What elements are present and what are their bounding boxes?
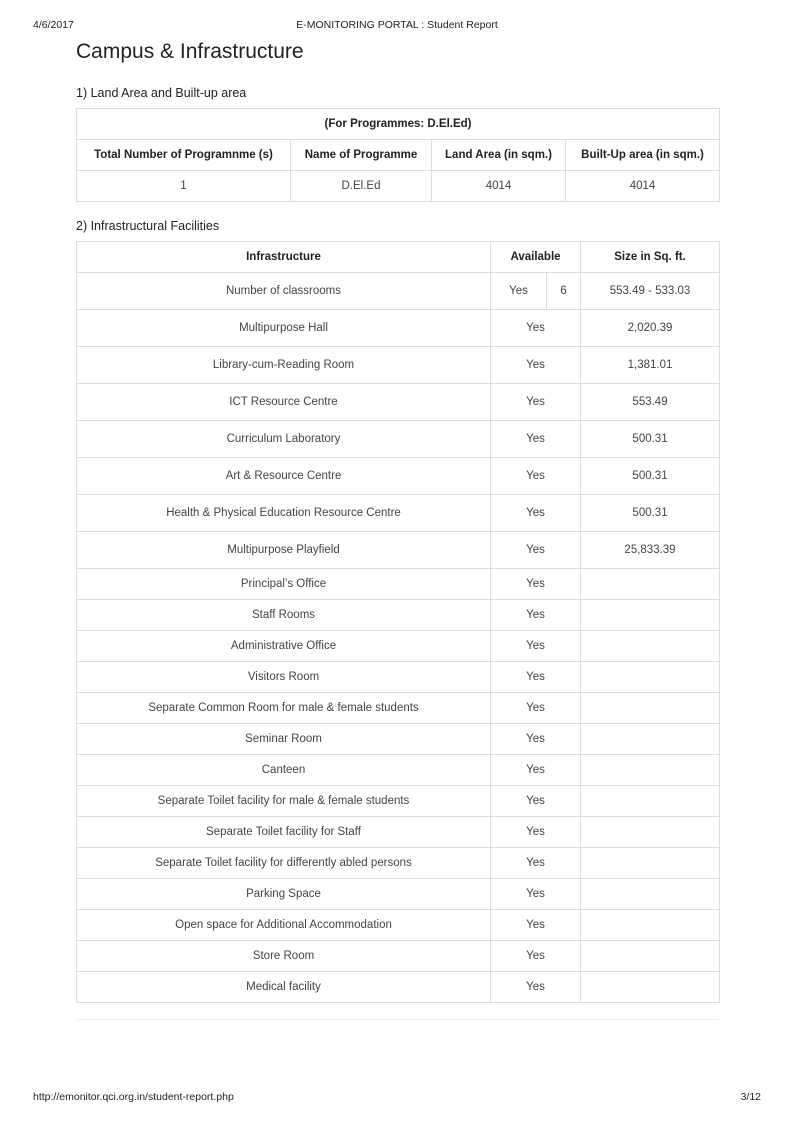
cell-available: Yes — [491, 273, 547, 310]
cell-infrastructure-name: Medical facility — [77, 972, 491, 1003]
table-header-row — [77, 140, 720, 171]
cell-available: Yes — [491, 495, 581, 532]
cell-infrastructure-name: Separate Common Room for male & female students — [77, 693, 491, 724]
cell-total-programmes: 1 — [77, 171, 291, 202]
table-row — [77, 693, 720, 724]
cell-size — [581, 972, 720, 1003]
cell-size — [581, 910, 720, 941]
table-row — [77, 532, 720, 569]
cell-available: Yes — [491, 972, 581, 1003]
cell-size: 553.49 - 533.03 — [581, 273, 720, 310]
cell-available: Yes — [491, 458, 581, 495]
cell-infrastructure-name: Seminar Room — [77, 724, 491, 755]
cell-available: Yes — [491, 693, 581, 724]
cell-infrastructure-name: Store Room — [77, 941, 491, 972]
table-row — [77, 569, 720, 600]
programmes-caption: (For Programmes: D.El.Ed) — [77, 109, 720, 140]
cell-available: Yes — [491, 347, 581, 384]
cell-infrastructure-name: Library-cum-Reading Room — [77, 347, 491, 384]
cell-size: 2,020.39 — [581, 310, 720, 347]
cell-infrastructure-name: Parking Space — [77, 879, 491, 910]
print-title: E-MONITORING PORTAL : Student Report — [296, 19, 498, 31]
cell-size: 500.31 — [581, 458, 720, 495]
table-row — [77, 458, 720, 495]
cell-infrastructure-name: Art & Resource Centre — [77, 458, 491, 495]
cell-infrastructure-name: Open space for Additional Accommodation — [77, 910, 491, 941]
cell-available: Yes — [491, 310, 581, 347]
cell-infrastructure-name: Curriculum Laboratory — [77, 421, 491, 458]
cell-size — [581, 631, 720, 662]
cell-available: Yes — [491, 910, 581, 941]
cell-infrastructure-name: Principal’s Office — [77, 569, 491, 600]
table-row — [77, 848, 720, 879]
cell-size: 553.49 — [581, 384, 720, 421]
cell-available: Yes — [491, 569, 581, 600]
cell-programme-name: D.El.Ed — [291, 171, 432, 202]
table-row — [77, 421, 720, 458]
cell-available: Yes — [491, 662, 581, 693]
cell-size: 500.31 — [581, 495, 720, 532]
cell-infrastructure-name: Multipurpose Hall — [77, 310, 491, 347]
cell-infrastructure-name: Administrative Office — [77, 631, 491, 662]
cell-available: Yes — [491, 879, 581, 910]
col-header-infrastructure: Infrastructure — [77, 242, 491, 273]
table-row — [77, 631, 720, 662]
print-url: http://emonitor.qci.org.in/student-report.php — [33, 1091, 234, 1103]
table-row — [77, 347, 720, 384]
col-header-builtup-area: Built-Up area (in sqm.) — [566, 140, 720, 171]
table-row — [77, 310, 720, 347]
cell-infrastructure-name: Health & Physical Education Resource Centre — [77, 495, 491, 532]
divider — [76, 1019, 719, 1020]
col-header-programme-name: Name of Programme — [291, 140, 432, 171]
table-row — [77, 879, 720, 910]
cell-infrastructure-name: Canteen — [77, 755, 491, 786]
print-header — [33, 19, 761, 33]
table-header-row — [77, 242, 720, 273]
cell-infrastructure-name: Multipurpose Playfield — [77, 532, 491, 569]
infrastructure-table — [76, 241, 720, 1003]
table-row — [77, 972, 720, 1003]
cell-size — [581, 879, 720, 910]
table-caption-row — [77, 109, 720, 140]
land-area-table — [76, 108, 720, 202]
cell-available: Yes — [491, 600, 581, 631]
cell-builtup-area: 4014 — [566, 171, 720, 202]
col-header-total-programmes: Total Number of Programnme (s) — [77, 140, 291, 171]
table-row — [77, 786, 720, 817]
print-footer — [33, 1091, 761, 1105]
table-row — [77, 171, 720, 202]
cell-available: Yes — [491, 421, 581, 458]
cell-available: Yes — [491, 532, 581, 569]
table-row — [77, 384, 720, 421]
cell-available: Yes — [491, 755, 581, 786]
col-header-size: Size in Sq. ft. — [581, 242, 720, 273]
page-title: Campus & Infrastructure — [76, 40, 304, 63]
table-row — [77, 910, 720, 941]
cell-size: 500.31 — [581, 421, 720, 458]
section-land-title: 1) Land Area and Built-up area — [76, 86, 247, 100]
cell-available: Yes — [491, 848, 581, 879]
cell-classroom-count: 6 — [547, 273, 581, 310]
cell-size — [581, 662, 720, 693]
cell-infrastructure-name: Separate Toilet facility for male & female students — [77, 786, 491, 817]
table-row — [77, 600, 720, 631]
cell-size — [581, 786, 720, 817]
cell-size — [581, 569, 720, 600]
page-number: 3/12 — [740, 1091, 761, 1103]
col-header-land-area: Land Area (in sqm.) — [432, 140, 566, 171]
cell-size — [581, 693, 720, 724]
cell-size — [581, 755, 720, 786]
col-header-available: Available — [491, 242, 581, 273]
section-infra-title: 2) Infrastructural Facilities — [76, 219, 220, 233]
table-row — [77, 755, 720, 786]
cell-size: 1,381.01 — [581, 347, 720, 384]
table-row — [77, 817, 720, 848]
table-row — [77, 662, 720, 693]
cell-size — [581, 848, 720, 879]
table-row-classrooms — [77, 273, 720, 310]
cell-available: Yes — [491, 631, 581, 662]
table-row — [77, 941, 720, 972]
cell-available: Yes — [491, 384, 581, 421]
cell-infrastructure-name: Visitors Room — [77, 662, 491, 693]
cell-infrastructure-name: Number of classrooms — [77, 273, 491, 310]
cell-size: 25,833.39 — [581, 532, 720, 569]
table-row — [77, 724, 720, 755]
cell-infrastructure-name: ICT Resource Centre — [77, 384, 491, 421]
table-row — [77, 495, 720, 532]
cell-size — [581, 724, 720, 755]
cell-infrastructure-name: Separate Toilet facility for differently abled persons — [77, 848, 491, 879]
cell-size — [581, 817, 720, 848]
cell-size — [581, 941, 720, 972]
cell-size — [581, 600, 720, 631]
cell-available: Yes — [491, 941, 581, 972]
cell-infrastructure-name: Staff Rooms — [77, 600, 491, 631]
cell-land-area: 4014 — [432, 171, 566, 202]
cell-available: Yes — [491, 786, 581, 817]
print-date: 4/6/2017 — [33, 19, 74, 31]
cell-available: Yes — [491, 817, 581, 848]
cell-available: Yes — [491, 724, 581, 755]
cell-infrastructure-name: Separate Toilet facility for Staff — [77, 817, 491, 848]
